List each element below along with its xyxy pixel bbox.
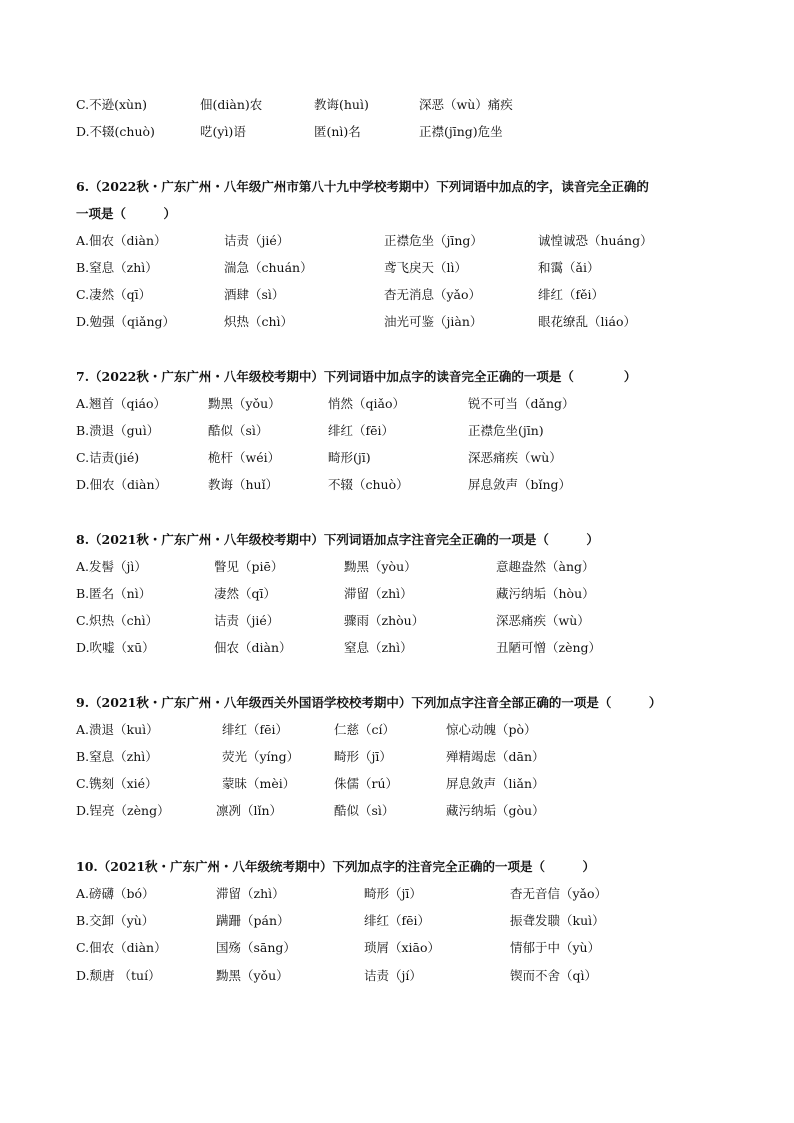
q10-option-c-word-2: 国殇（sāng）: [216, 940, 296, 955]
q8-option-a-word-3: 黝黑（yòu）: [344, 559, 417, 574]
q9-option-c-word-3: 侏儒（rú）: [334, 776, 399, 791]
q6-option-a-word-1: A.佃农（diàn）: [76, 233, 167, 248]
q9-option-d-word-1: D.锃亮（zèng）: [76, 803, 170, 818]
q10-option-b-word-4: 振聋发聩（kuì）: [510, 913, 605, 928]
q10-option-b-word-1: B.交卸（yù）: [76, 913, 155, 928]
q7-option-d-word-1: D.佃农（diàn）: [76, 477, 168, 492]
q5-option-c-word-4: 深恶（wù）痛疾: [419, 97, 513, 112]
q7-option-b-word-2: 酷似（sì）: [208, 423, 269, 438]
q9-option-d-word-4: 藏污纳垢（gòu）: [446, 803, 545, 818]
q9-stem: 9.（2021秋・广东广州・八年级西关外国语学校校考期中）下列加点字注音全部正确的一项是（ ）: [76, 695, 662, 710]
q9-option-c-word-1: C.镌刻（xié）: [76, 776, 158, 791]
q8-option-c-word-1: C.炽热（chì）: [76, 613, 159, 628]
q10-option-d-word-3: 诘责（jí）: [364, 968, 422, 983]
q10-option-d-word-2: 黝黑（yǒu）: [216, 968, 289, 983]
q5-option-d-word-1: D.不辍(chuò): [76, 124, 155, 139]
q6-stem: 6.（2022秋・广东广州・八年级广州市第八十九中学校考期中）下列词语中加点的字，读音完全正确的: [76, 179, 649, 194]
q6-option-a-word-3: 正襟危坐（jīng）: [384, 233, 483, 248]
q7-option-a-word-3: 悄然（qiǎo）: [328, 396, 405, 411]
q9-option-c-word-2: 蒙昧（mèi）: [222, 776, 296, 791]
q9-option-b-word-2: 荧光（yíng）: [222, 749, 300, 764]
q10-option-d-word-1: D.颓唐 （tuí）: [76, 968, 161, 983]
q8-option-d-word-4: 丑陋可憎（zèng）: [496, 640, 602, 655]
q6-option-b-word-3: 鸢飞戾天（lì）: [384, 260, 467, 275]
q5-option-c-word-1: C.不逊(xùn): [76, 97, 147, 112]
q6-option-c-word-3: 杳无消息（yǎo）: [384, 287, 482, 302]
q5-option-c-word-3: 教诲(huì): [314, 97, 369, 112]
q9-option-a-word-2: 绯红（fēi）: [222, 722, 289, 737]
q6-option-a-word-2: 诘责（jié）: [224, 233, 290, 248]
q7-option-c-word-2: 桅杆（wéi）: [208, 450, 281, 465]
q9-option-d-word-3: 酷似（sì）: [334, 803, 395, 818]
q9-option-d-word-2: 凛冽（lǐn）: [216, 803, 283, 818]
q8-option-a-word-2: 瞥见（piē）: [214, 559, 284, 574]
q10-option-a-word-2: 滞留（zhì）: [216, 886, 285, 901]
q7-option-b-word-1: B.溃退（guì）: [76, 423, 160, 438]
q6-option-d-word-1: D.勉强（qiǎng）: [76, 314, 176, 329]
q9-option-b-word-3: 畸形（jī）: [334, 749, 392, 764]
q10-option-a-word-3: 畸形（jī）: [364, 886, 422, 901]
q6-option-d-word-3: 油光可鉴（jiàn）: [384, 314, 483, 329]
q8-option-a-word-1: A.发髻（jì）: [76, 559, 147, 574]
q6-option-a-word-4: 诚惶诚恐（huáng）: [538, 233, 653, 248]
q6-option-b-word-4: 和霭（ǎi）: [538, 260, 600, 275]
q7-option-c-word-4: 深恶痛疾（wù）: [468, 450, 562, 465]
q8-option-d-word-1: D.吹嘘（xū）: [76, 640, 155, 655]
q10-option-a-word-1: A.磅礴（bó）: [76, 886, 155, 901]
q8-option-d-word-2: 佃农（diàn）: [214, 640, 292, 655]
q7-option-b-word-3: 绯红（fēi）: [328, 423, 395, 438]
q7-option-d-word-2: 教诲（huǐ）: [208, 477, 279, 492]
q10-option-c-word-4: 情郁于中（yù）: [510, 940, 601, 955]
q7-option-c-word-3: 畸形(jī): [328, 450, 371, 465]
q10-option-b-word-2: 蹒跚（pán）: [216, 913, 290, 928]
q10-stem: 10.（2021秋・广东广州・八年级统考期中）下列加点字的注音完全正确的一项是（ ）: [76, 859, 596, 874]
q8-option-c-word-2: 诘责（jié）: [214, 613, 280, 628]
q6-stem-line-2: 一项是（ ）: [76, 206, 177, 221]
q9-option-c-word-4: 屏息敛声（liǎn）: [446, 776, 545, 791]
q7-option-a-word-1: A.翘首（qiáo）: [76, 396, 166, 411]
q7-option-a-word-4: 锐不可当（dǎng）: [468, 396, 575, 411]
q5-option-d-word-2: 呓(yì)语: [200, 124, 246, 139]
q7-stem: 7.（2022秋・广东广州・八年级校考期中）下列词语中加点字的读音完全正确的一项是（ ）: [76, 369, 637, 384]
q6-option-b-word-2: 湍急（chuán）: [224, 260, 313, 275]
q6-option-c-word-4: 绯红（fěi）: [538, 287, 605, 302]
q9-option-a-word-3: 仁慈（cí）: [334, 722, 395, 737]
q8-option-b-word-4: 藏污纳垢（hòu）: [496, 586, 595, 601]
q7-option-d-word-4: 屏息敛声（bǐng）: [468, 477, 572, 492]
q6-option-d-word-2: 炽热（chì）: [224, 314, 294, 329]
q9-option-a-word-4: 惊心动魄（pò）: [446, 722, 537, 737]
q7-option-c-word-1: C.诘责(jié): [76, 450, 140, 465]
q8-option-c-word-4: 深恶痛疾（wù）: [496, 613, 590, 628]
q5-option-d-word-3: 匿(nì)名: [314, 124, 361, 139]
q7-option-d-word-3: 不辍（chuò）: [328, 477, 409, 492]
q8-option-a-word-4: 意趣盎然（àng）: [496, 559, 595, 574]
q6-option-b-word-1: B.窒息（zhì）: [76, 260, 158, 275]
q8-option-c-word-3: 骤雨（zhòu）: [344, 613, 425, 628]
q10-option-a-word-4: 杳无音信（yǎo）: [510, 886, 608, 901]
q5-option-d-word-4: 正襟(jīng)危坐: [419, 124, 503, 139]
q6-option-d-word-4: 眼花缭乱（liáo）: [538, 314, 636, 329]
q10-option-c-word-3: 琐屑（xiāo）: [364, 940, 441, 955]
q5-option-c-word-2: 佃(diàn)农: [200, 97, 263, 112]
q6-option-c-word-1: C.凄然（qī）: [76, 287, 152, 302]
q7-option-b-word-4: 正襟危坐(jīn): [468, 423, 544, 438]
q9-option-b-word-4: 殚精竭虑（dān）: [446, 749, 545, 764]
q8-option-b-word-3: 滞留（zhì）: [344, 586, 413, 601]
q9-option-a-word-1: A.溃退（kuì）: [76, 722, 159, 737]
q10-option-c-word-1: C.佃农（diàn）: [76, 940, 167, 955]
q9-option-b-word-1: B.窒息（zhì）: [76, 749, 158, 764]
q8-option-b-word-2: 凄然（qī）: [214, 586, 276, 601]
q8-option-b-word-1: B.匿名（nì）: [76, 586, 152, 601]
q8-option-d-word-3: 窒息（zhì）: [344, 640, 413, 655]
q6-option-c-word-2: 酒肆（sì）: [224, 287, 285, 302]
q10-option-d-word-4: 锲而不舍（qì）: [510, 968, 597, 983]
q10-option-b-word-3: 绯红（fēi）: [364, 913, 431, 928]
q8-stem: 8.（2021秋・广东广州・八年级校考期中）下列词语加点字注音完全正确的一项是（ ）: [76, 532, 599, 547]
q7-option-a-word-2: 黝黑（yǒu）: [208, 396, 281, 411]
